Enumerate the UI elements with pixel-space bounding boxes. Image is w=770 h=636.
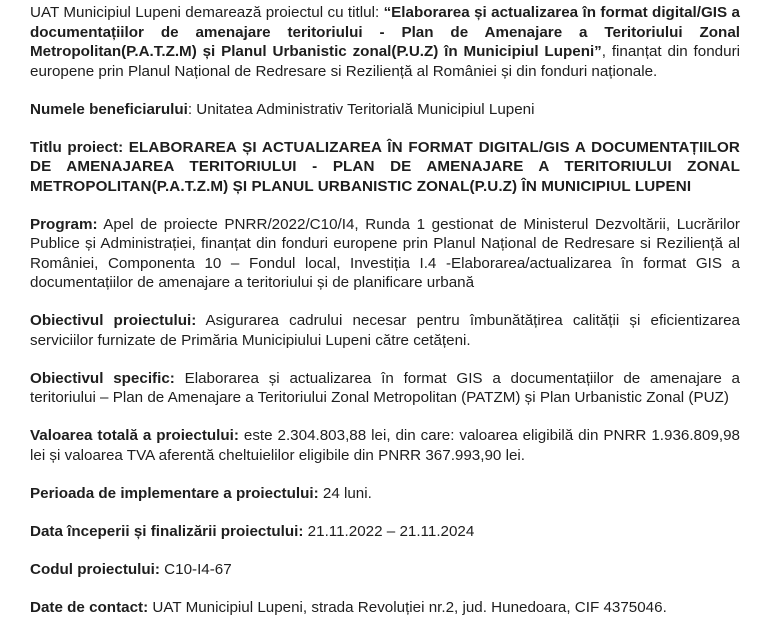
program-value: Apel de proiecte PNRR/2022/C10/I4, Runda 1 gestionat de Ministerul Dezvoltării, Lucrărilor Publice și Administrației, finanțat din fonduri europene prin Planul Național de Redresare si Reziliență al României, Componenta 10 – Fondul local, Investiția I.4 -Elaborarea/actualizarea în format GIS a documentațiilor de amenajare a teritoriului și de planificare urbană <box>30 215 740 291</box>
document-body <box>30 3 740 636</box>
specific-objective-label: Obiectivul specific: <box>30 369 175 387</box>
beneficiary-label: Numele beneficiarului <box>30 100 188 118</box>
specific-objective-value: Elaborarea și actualizarea în format GIS a documentațiilor de amenajare a teritoriului – Plan de Amenajare a Teritoriului Zonal Metropolitan (PATZM) și Plan Urbanistic Zonal (PUZ) <box>30 369 740 406</box>
dates-value: 21.11.2022 – 21.11.2024 <box>303 522 475 540</box>
intro-paragraph <box>30 3 740 81</box>
program-paragraph <box>30 215 740 293</box>
project-title-paragraph <box>30 138 740 197</box>
program-label: Program: <box>30 215 98 233</box>
total-value-paragraph <box>30 426 740 465</box>
code-label: Codul proiectului: <box>30 560 160 578</box>
intro-project-title: “Elaborarea și actualizarea în format digital/GIS a documentațiilor de amenajare teritoriului - Plan de Amenajare a Teritoriului Zonal Metropolitan(P.A.T.Z.M) și Planul Urbanistic zonal(P.U.Z) în Municipiul Lupeni” <box>30 4 740 60</box>
total-value-label: Valoarea totală a proiectului: <box>30 427 239 444</box>
period-paragraph <box>30 484 740 504</box>
specific-objective-paragraph <box>30 369 740 408</box>
project-title-value: ELABORAREA ȘI ACTUALIZAREA ÎN FORMAT DIGITAL/GIS A DOCUMENTAȚIILOR DE AMENAJAREA TERITORIULUI - PLAN DE AMENAJARE A TERITORIULUI ZONAL METROPOLITAN(P.A.T.Z.M) ȘI PLANUL URBANISTIC ZONAL(P.U.Z) ÎN MUNICIPIUL LUPENI <box>30 138 740 195</box>
total-value-value: este 2.304.803,88 lei, din care: valoarea eligibilă din PNRR 1.936.809,98 lei și valoarea TVA aferentă cheltuielilor eligibile din PNRR 367.993,90 lei. <box>30 427 741 464</box>
code-value: C10-I4-67 <box>159 560 232 578</box>
project-title-label: Titlu proiect: <box>30 138 129 156</box>
dates-paragraph <box>30 522 740 542</box>
period-value: 24 luni. <box>318 484 372 502</box>
intro-prefix: UAT Municipiul Lupeni demarează proiectul cu titlul: <box>30 4 384 21</box>
period-label: Perioada de implementare a proiectului: <box>30 484 319 502</box>
beneficiary-paragraph <box>30 100 740 120</box>
code-paragraph <box>30 560 740 580</box>
contact-label: Date de contact: <box>30 598 149 616</box>
intro-suffix: , finanțat din fonduri europene prin Planul Național de Redresare si Reziliență al României și din fonduri naționale. <box>30 43 740 80</box>
beneficiary-value: : Unitatea Administrativ Teritorială Municipiul Lupeni <box>187 100 535 118</box>
contact-paragraph <box>30 598 740 618</box>
objective-value: Asigurarea cadrului necesar pentru îmbunătățirea calității și eficientizarea serviciilor furnizate de Primăria Municipiului Lupeni către cetățeni. <box>30 312 740 349</box>
dates-label: Data începerii și finalizării proiectului: <box>30 522 304 540</box>
objective-paragraph <box>30 311 740 350</box>
objective-label: Obiectivul proiectului: <box>30 312 197 329</box>
contact-value: UAT Municipiul Lupeni, strada Revoluției nr.2, jud. Hunedoara, CIF 4375046. <box>148 598 667 616</box>
